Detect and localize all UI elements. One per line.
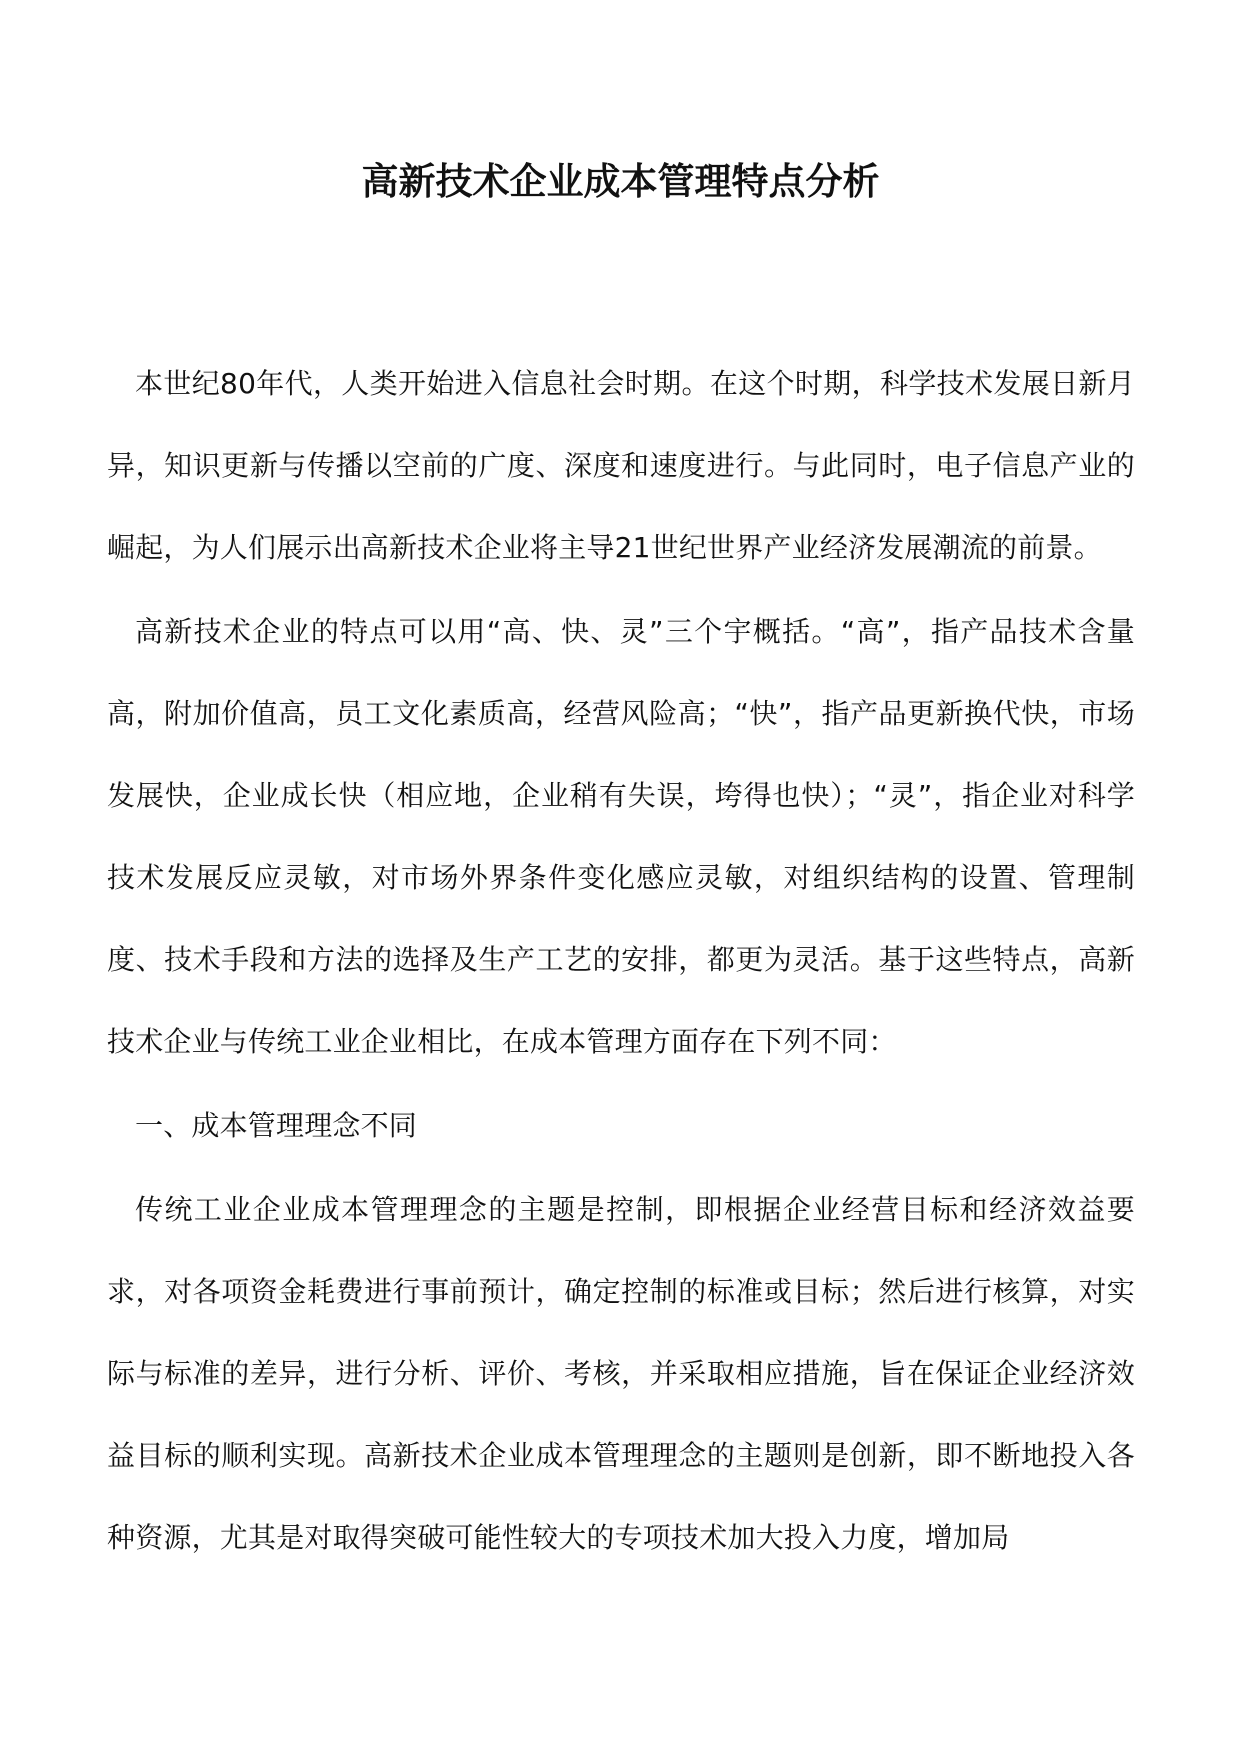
paragraph-intro: 本世纪80年代，人类开始进入信息社会时期。在这个时期，科学技术发展日新月异，知识更新与传播以空前的广度、深度和速度进行。与此同时，电子信息产业的崛起，为人们展示出高新技术企业将主导21世纪世界产业经济发展潮流的前景。 [107,367,1135,564]
paragraph-cost-concept: 传统工业企业成本管理理念的主题是控制，即根据企业经营目标和经济效益要求，对各项资金耗费进行事前预计，确定控制的标准或目标；然后进行核算，对实际与标准的差异，进行分析、评价、考核，并采取相应措施，旨在保证企业经济效益目标的顺利实现。高新技术企业成本管理理念的主题则是创新，即不断地投入各种资源，尤其是对取得突破可能性较大的专项技术加大投入力度，增加局 [107,1193,1135,1554]
paragraph-characteristics: 高新技术企业的特点可以用“高、快、灵”三个宇概括。“高”，指产品技术含量高，附加价值高，员工文化素质高，经营风险高；“快”，指产品更新换代快，市场发展快，企业成长快（相应地，企业稍有失误，垮得也快）；“灵”，指企业对科学技术发展反应灵敏，对市场外界条件变化感应灵敏，对组织结构的设置、管理制度、技术手段和方法的选择及生产工艺的安排，都更为灵活。基于这些特点，高新技术企业与传统工业企业相比，在成本管理方面存在下列不同： [107,615,1135,1058]
section-heading-1: 一、成本管理理念不同 [135,1109,418,1142]
document-body [107,343,1135,1581]
document-title: 高新技术企业成本管理特点分析 [361,159,880,203]
